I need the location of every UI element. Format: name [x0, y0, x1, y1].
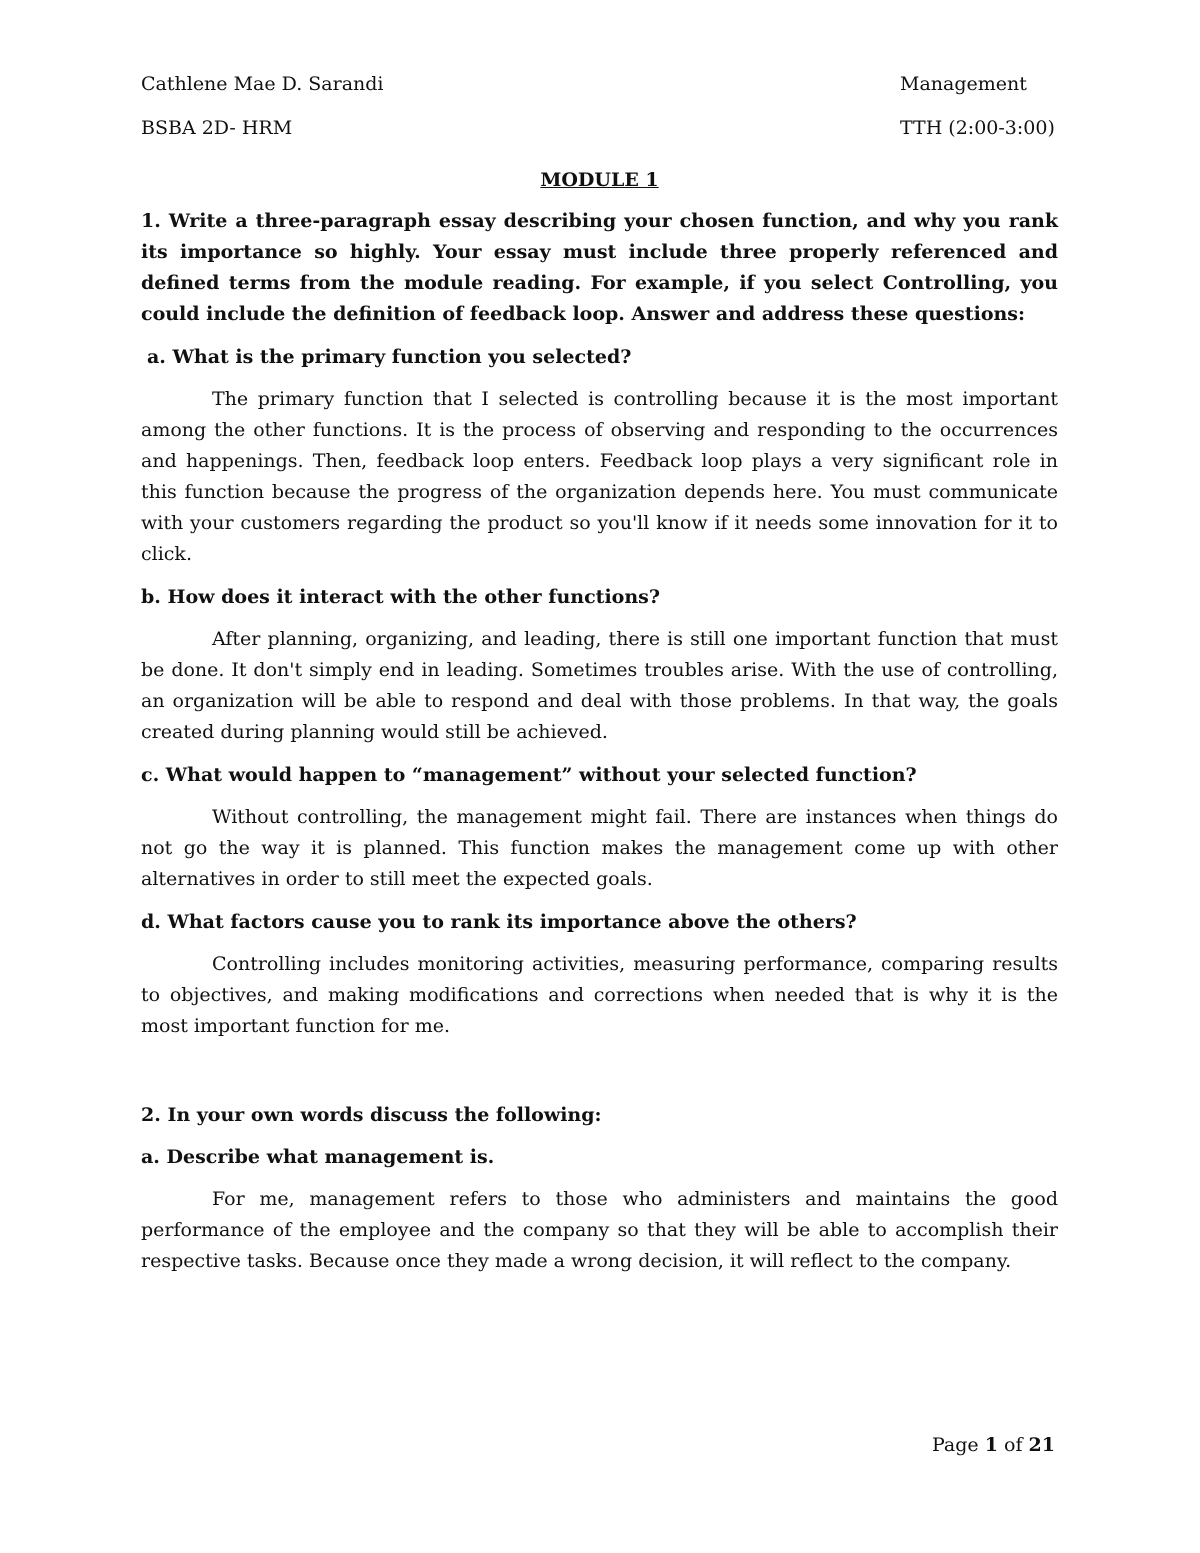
- current-page-number: 1: [984, 1434, 998, 1456]
- answer-2a: For me, management refers to those who administers and maintains the good performance of the employee and the company so that they will be able to accomplish their respective tasks. Because once they made a wrong decision, it will reflect to the company.: [141, 1188, 1058, 1272]
- question-1b: b. How does it interact with the other functions?: [141, 586, 660, 608]
- of-word: of: [1004, 1434, 1023, 1456]
- document-body: [141, 166, 1058, 1289]
- answer-1d: Controlling includes monitoring activities, measuring performance, comparing results to objectives, and making modifications and corrections when needed that is why it is the most important function for me.: [141, 953, 1058, 1037]
- section-spacer: [141, 1054, 1058, 1100]
- subject-name: Management: [900, 73, 1027, 95]
- total-page-count: 21: [1028, 1434, 1055, 1456]
- student-name: Cathlene Mae D. Sarandi: [141, 73, 384, 95]
- question-1d: d. What factors cause you to rank its importance above the others?: [141, 911, 857, 933]
- student-course: BSBA 2D- HRM: [141, 117, 293, 139]
- question-1a: a. What is the primary function you selected?: [147, 346, 632, 368]
- question-2-prompt: 2. In your own words discuss the following:: [141, 1104, 602, 1126]
- module-title: MODULE 1: [540, 169, 659, 191]
- answer-1a: The primary function that I selected is controlling because it is the most important among the other functions. It is the process of observing and responding to the occurrences and happenings. Then, feedback loop enters. Feedback loop plays a very significant role in this function because the progress of the organization depends here. You must communicate with your customers regarding the product so you'll know if it needs some innovation for it to click.: [141, 388, 1058, 565]
- answer-1b: After planning, organizing, and leading, there is still one important function that must be done. It don't simply end in leading. Sometimes troubles arise. With the use of controlling, an organization will be able to respond and deal with those problems. In that way, the goals created during planning would still be achieved.: [141, 628, 1058, 743]
- answer-1c: Without controlling, the management might fail. There are instances when things do not go the way it is planned. This function makes the management come up with other alternatives in order to still meet the expected goals.: [141, 806, 1058, 890]
- page-word: Page: [932, 1434, 979, 1456]
- question-2a: a. Describe what management is.: [141, 1146, 495, 1168]
- class-schedule: TTH (2:00-3:00): [900, 117, 1055, 139]
- page-number-footer: [932, 1431, 1055, 1459]
- question-1-prompt: 1. Write a three-paragraph essay describing your chosen function, and why you rank its importance so highly. Your essay must include three properly referenced and defined terms from the module reading. For example, if you select Controlling, you could include the definition of feedback loop. Answer and address these questions:: [141, 210, 1058, 325]
- question-1c: c. What would happen to “management” without your selected function?: [141, 764, 917, 786]
